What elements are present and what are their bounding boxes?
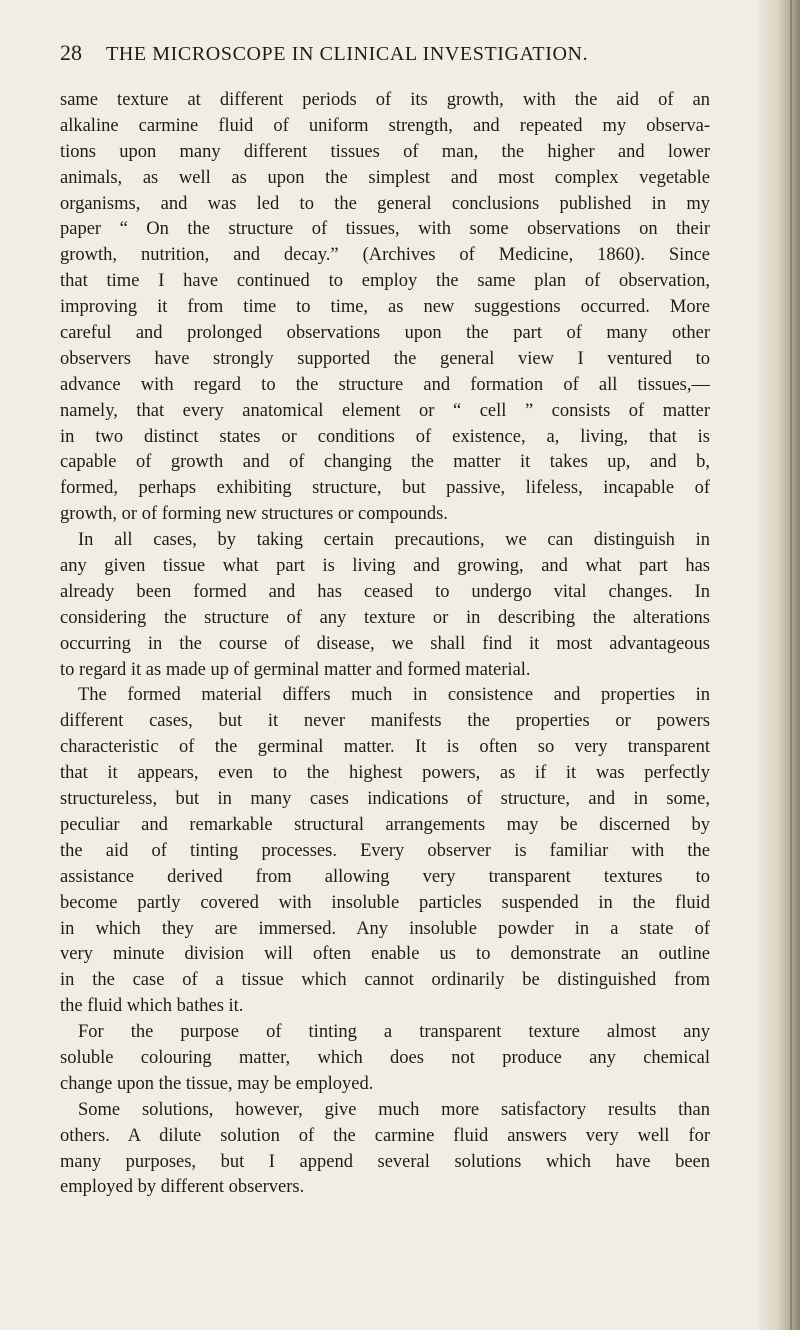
page-edge-shadow <box>758 0 800 1330</box>
text-line: many purposes, but I append several solutions which have been <box>60 1151 710 1172</box>
text-line: considering the structure of any texture or in describing the alterations <box>60 607 710 628</box>
text-line: assistance derived from allowing very transparent textures to <box>60 866 710 887</box>
text-line: the fluid which bathes it. <box>60 996 244 1017</box>
text-line: For the purpose of tinting a transparent texture almost any <box>78 1022 710 1043</box>
text-line: careful and prolonged observations upon the part of many other <box>60 323 710 344</box>
text-line: observers have strongly supported the general view I ventured to <box>60 348 710 369</box>
text-line: characteristic of the germinal matter. It is often so very transparent <box>60 737 710 758</box>
text-line: growth, nutrition, and decay.” (Archives of Medicine, 1860). Since <box>60 245 710 266</box>
body-text <box>60 88 710 1201</box>
text-line: paper “ On the structure of tissues, with some observations on their <box>60 219 710 240</box>
text-line: growth, or of forming new structures or compounds. <box>60 504 448 525</box>
text-line: organisms, and was led to the general conclusions published in my <box>60 193 710 214</box>
text-line: soluble colouring matter, which does not produce any chemical <box>60 1047 710 1068</box>
text-line: different cases, but it never manifests the properties or powers <box>60 711 710 732</box>
text-line: formed, perhaps exhibiting structure, but passive, lifeless, incapable of <box>60 478 710 499</box>
running-head: THE MICROSCOPE IN CLINICAL INVESTIGATION. <box>106 43 589 65</box>
text-line: very minute division will often enable us to demonstrate an outline <box>60 944 710 965</box>
page-edge-line <box>790 0 792 1330</box>
page-header <box>60 40 740 74</box>
text-line: become partly covered with insoluble particles suspended in the fluid <box>60 892 710 913</box>
text-line: Some solutions, however, give much more satisfactory results than <box>78 1099 710 1120</box>
text-line: in two distinct states or conditions of existence, a, living, that is <box>60 426 710 447</box>
text-line: capable of growth and of changing the matter it takes up, and b, <box>60 452 710 473</box>
text-line: occurring in the course of disease, we shall find it most advantageous <box>60 633 710 654</box>
text-line: any given tissue what part is living and growing, and what part has <box>60 556 710 577</box>
text-line: others. A dilute solution of the carmine fluid answers very well for <box>60 1125 710 1146</box>
text-line: advance with regard to the structure and formation of all tissues,— <box>60 374 710 395</box>
text-line: the aid of tinting processes. Every observer is familiar with the <box>60 840 710 861</box>
text-line: that it appears, even to the highest powers, as if it was perfectly <box>60 763 710 784</box>
text-line: already been formed and has ceased to undergo vital changes. In <box>60 581 710 602</box>
text-line: employed by different observers. <box>60 1177 305 1198</box>
text-line: to regard it as made up of germinal matter and formed material. <box>60 659 531 680</box>
text-line: change upon the tissue, may be employed. <box>60 1073 374 1094</box>
text-line: peculiar and remarkable structural arrangements may be discerned by <box>60 814 710 835</box>
text-line: structureless, but in many cases indications of structure, and in some, <box>60 789 710 810</box>
text-line: same texture at different periods of its growth, with the aid of an <box>60 90 710 110</box>
text-line: animals, as well as upon the simplest and most complex vegetable <box>60 167 710 188</box>
text-line: that time I have continued to employ the same plan of observation, <box>60 271 710 292</box>
text-line: alkaline carmine fluid of uniform strength, and repeated my observa- <box>60 115 710 136</box>
page-number: 28 <box>60 40 82 65</box>
text-line: The formed material differs much in consistence and properties in <box>78 685 710 706</box>
text-line: in the case of a tissue which cannot ordinarily be distinguished from <box>60 970 710 991</box>
text-line: improving it from time to time, as new suggestions occurred. More <box>60 297 710 318</box>
text-line: tions upon many different tissues of man, the higher and lower <box>60 141 710 162</box>
text-line: namely, that every anatomical element or “ cell ” consists of matter <box>60 400 710 421</box>
text-line: in which they are immersed. Any insoluble powder in a state of <box>60 918 710 939</box>
text-line: In all cases, by taking certain precautions, we can distinguish in <box>78 530 710 551</box>
